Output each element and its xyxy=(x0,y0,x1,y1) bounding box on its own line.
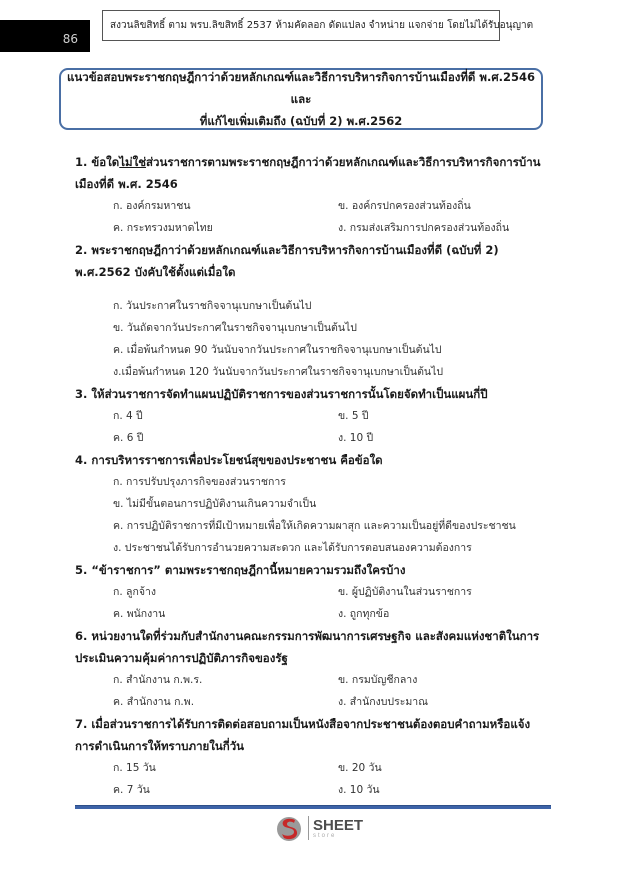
option: ค. พนักงาน xyxy=(113,608,166,620)
option: ข. 5 ปี xyxy=(338,410,369,422)
title-line-2: ที่แก้ไขเพิ่มเติมถึง (ฉบับที่ 2) พ.ศ.2562 xyxy=(199,114,403,128)
option: ง. สำนักงบประมาณ xyxy=(338,696,428,708)
option: ข. ไม่มีขั้นตอนการปฏิบัติงานเกินความจำเป็น xyxy=(113,498,317,510)
question-3: 3. ให้ส่วนราชการจัดทำแผนปฏิบัติราชการของส่วนราชการนั้นโดยจัดทำเป็นแผนกี่ปี xyxy=(75,387,488,401)
option: ค. 6 ปี xyxy=(113,432,144,444)
logo-divider xyxy=(308,816,309,840)
footer-divider xyxy=(75,805,551,809)
logo-text: SHEET xyxy=(313,816,364,834)
option: ง.เมื่อพ้นกำหนด 120 วันนับจากวันประกาศในราชกิจจานุเบกษาเป็นต้นไป xyxy=(113,366,444,378)
option: ข. 20 วัน xyxy=(338,762,382,774)
question-7: 7. เมื่อส่วนราชการได้รับการติดต่อสอบถามเป็นหนังสือจากประชาชนต้องตอบคำถามหรือแจ้งการดำเนินการให้ทราบภายในกี่วัน xyxy=(75,717,531,753)
copyright-notice: สงวนลิขสิทธิ์ ตาม พรบ.ลิขสิทธิ์ 2537 ห้ามคัดลอก ดัดแปลง จำหน่าย แจกจ่าย โดยไม่ได้รับอนุญาต xyxy=(102,10,500,41)
options-4 xyxy=(75,471,545,559)
options-1 xyxy=(75,195,545,239)
option: ก. ลูกจ้าง xyxy=(113,586,156,598)
option: ค. การปฏิบัติราชการที่มีเป้าหมายเพื่อให้เกิดความผาสุก และความเป็นอยู่ที่ดีของประชาชน xyxy=(113,520,516,532)
options-6 xyxy=(75,669,545,713)
option: ง. ประชาชนได้รับการอำนวยความสะดวก และได้รับการตอบสนองความต้องการ xyxy=(113,542,472,554)
option: ก. 15 วัน xyxy=(113,762,156,774)
question-1: 1. ข้อใดไม่ใช่ส่วนราชการตามพระราชกฤษฎีกาว่าด้วยหลักเกณฑ์และวิธีการบริหารกิจการบ้านเมืองที่ดี พ.ศ. 2546 xyxy=(75,155,541,191)
s-logo-icon xyxy=(276,814,302,842)
options-3 xyxy=(75,405,545,449)
option: ข. กรมบัญชีกลาง xyxy=(338,674,418,686)
option: ง. กรมส่งเสริมการปกครองส่วนท้องถิ่น xyxy=(338,222,510,234)
option: ข. ผู้ปฏิบัติงานในส่วนราชการ xyxy=(338,586,472,598)
option: ง. 10 ปี xyxy=(338,432,374,444)
option: ข. องค์กรปกครองส่วนท้องถิ่น xyxy=(338,200,471,212)
emphasis-not: ไม่ใช่ xyxy=(119,155,147,169)
page-number: 86 xyxy=(62,32,78,46)
question-4: 4. การบริหารราชการเพื่อประโยชน์สุขของประชาชน คือข้อใด xyxy=(75,453,383,467)
option: ก. สำนักงาน ก.พ.ร. xyxy=(113,674,203,686)
options-7 xyxy=(75,757,545,801)
option: ค. 7 วัน xyxy=(113,784,150,796)
option: ก. การปรับปรุงภารกิจของส่วนราชการ xyxy=(113,476,286,488)
option: ค. เมื่อพ้นกำหนด 90 วันนับจากวันประกาศในราชกิจจานุเบกษาเป็นต้นไป xyxy=(113,344,442,356)
logo-subtext: store xyxy=(313,832,337,839)
document-title xyxy=(59,68,543,130)
page-number-block xyxy=(0,20,90,52)
options-5 xyxy=(75,581,545,625)
options-2 xyxy=(75,295,545,383)
question-6: 6. หน่วยงานใดที่ร่วมกับสำนักงานคณะกรรมการพัฒนาการเศรษฐกิจ และสังคมแห่งชาติในการประเมินความคุ้มค่าการปฏิบัติภารกิจของรัฐ xyxy=(75,629,540,665)
title-line-1: แนวข้อสอบพระราชกฤษฎีกาว่าด้วยหลักเกณฑ์และวิธีการบริหารกิจการบ้านเมืองที่ดี พ.ศ.2546 และ xyxy=(66,70,536,106)
option: ก. วันประกาศในราชกิจจานุเบกษาเป็นต้นไป xyxy=(113,300,312,312)
option: ก. องค์กรมหาชน xyxy=(113,200,191,212)
question-2: 2. พระราชกฤษฎีกาว่าด้วยหลักเกณฑ์และวิธีการบริหารกิจการบ้านเมืองที่ดี (ฉบับที่ 2) พ.ศ.2562 บังคับใช้ตั้งแต่เมื่อใด xyxy=(75,243,499,279)
option: ค. กระทรวงมหาดไทย xyxy=(113,222,213,234)
option: ง. ถูกทุกข้อ xyxy=(338,608,390,620)
sheet-store-logo xyxy=(276,814,363,842)
option: ค. สำนักงาน ก.พ. xyxy=(113,696,195,708)
question-list xyxy=(75,151,545,801)
question-5: 5. “ข้าราชการ” ตามพระราชกฤษฎีกานี้หมายความรวมถึงใครบ้าง xyxy=(75,563,406,577)
option: ง. 10 วัน xyxy=(338,784,380,796)
option: ก. 4 ปี xyxy=(113,410,143,422)
option: ข. วันถัดจากวันประกาศในราชกิจจานุเบกษาเป็นต้นไป xyxy=(113,322,357,334)
